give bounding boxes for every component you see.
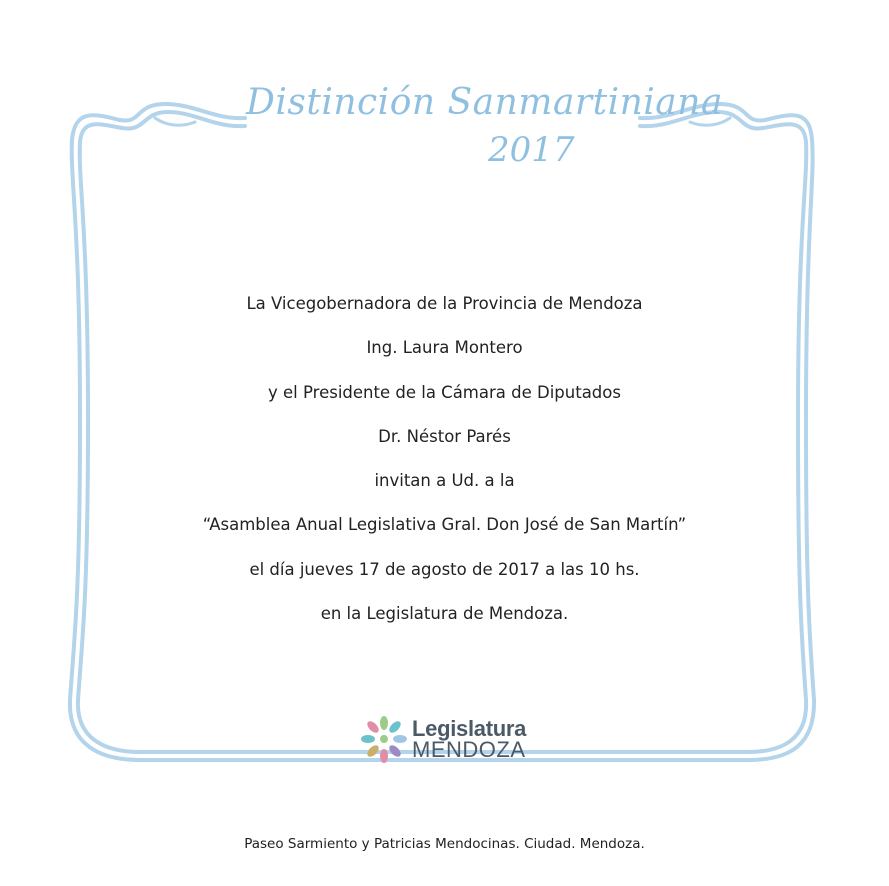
invitation-line: Ing. Laura Montero [366, 338, 523, 358]
logo-text-legislatura: Legislatura [412, 716, 527, 741]
footer-address: Paseo Sarmiento y Patricias Mendocinas. Ciudad. Mendoza. [244, 836, 645, 852]
logo-text-mendoza: MENDOZA [412, 737, 526, 762]
invitation-line: y el Presidente de la Cámara de Diputados [268, 382, 621, 402]
invitation-line: invitan a Ud. a la [374, 471, 515, 491]
invitation-line: el día jueves 17 de agosto de 2017 a las 10 hs. [249, 559, 640, 579]
invitation-line: “Asamblea Anual Legislativa Gral. Don José de San Martín” [202, 515, 687, 535]
title-year: 2017 [488, 130, 575, 170]
title: Distinción Sanmartiniana [246, 82, 723, 123]
logo-mark-icon [360, 714, 408, 766]
invitation-line: Dr. Néstor Parés [378, 426, 511, 446]
legislatura-logo [360, 714, 530, 766]
invitation-text [150, 287, 739, 641]
invitation-line: en la Legislatura de Mendoza. [320, 604, 569, 624]
invitation-line: La Vicegobernadora de la Provincia de Mendoza [246, 294, 643, 313]
